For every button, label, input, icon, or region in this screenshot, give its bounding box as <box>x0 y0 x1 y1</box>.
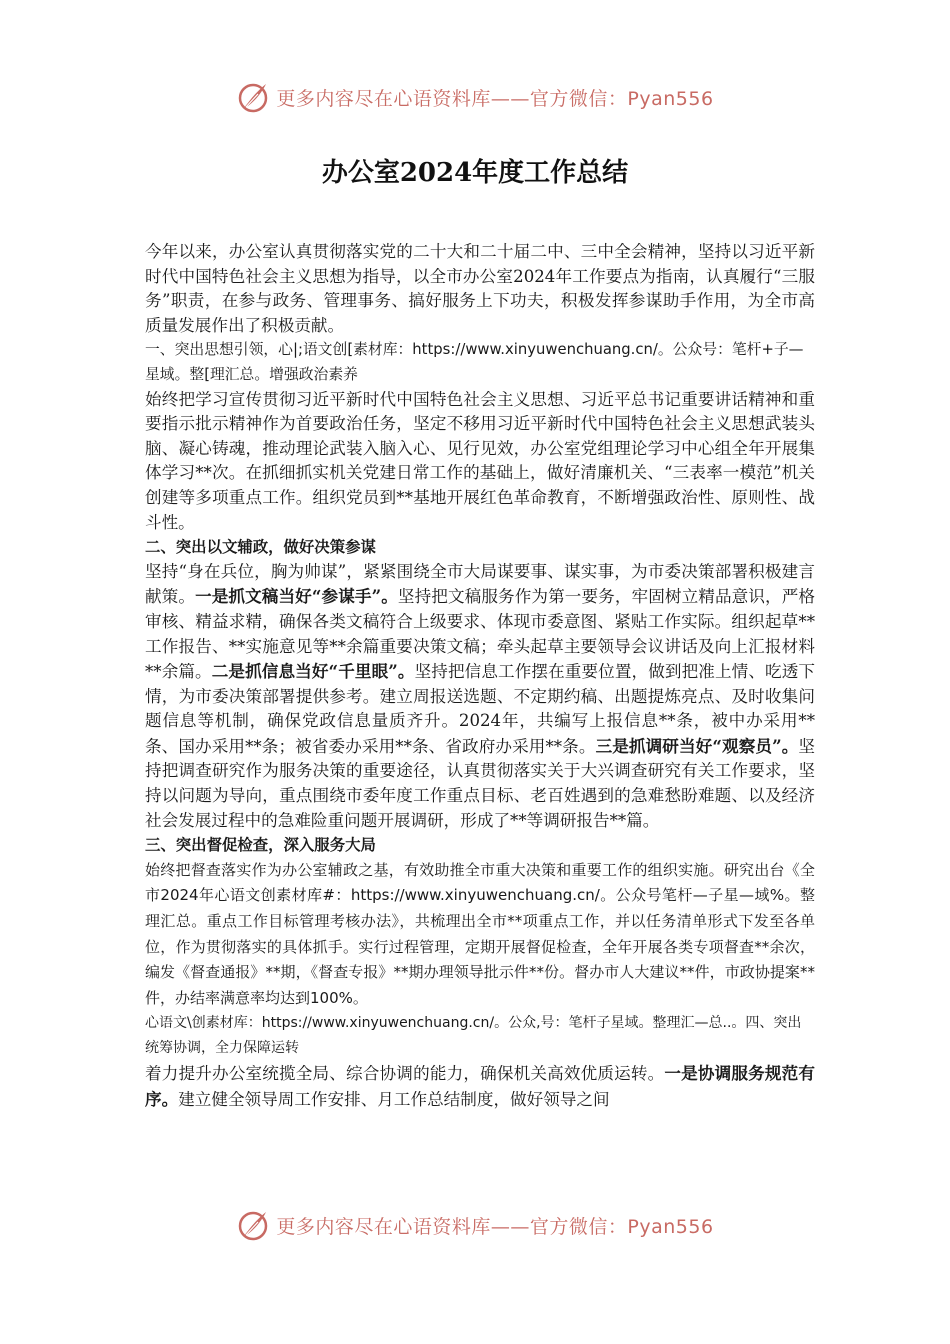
section2-point3: 三是抓调研当好“观察员”。 <box>595 735 799 756</box>
section1-body: 始终把学习宣传贯彻习近平新时代中国特色社会主义思想、习近平总书记重要讲话精神和重要指示批示精神作为首要政治任务，坚定不移用习近平新时代中国特色社会主义思想武装头脑、凝心铸魂，推动理论武装入脑入心、见行见效，办公室党组理论学习中心组全年开展集体学习**次。在抓细抓实机关党建日常工作的基础上，做好清廉机关、“三表率一模范”机关创建等多项重点工作。组织党员到**基地开展红色革命教育，不断增强政治性、原则性、战斗性。 <box>145 389 815 532</box>
section2-point1: 一是抓文稿当好“参谋手”。 <box>195 586 398 607</box>
quill-logo-icon <box>236 1208 270 1242</box>
header-banner <box>0 80 950 114</box>
section2-heading: 二、突出以文辅政，做好决策参谋 <box>145 538 376 557</box>
section2-body: 坚持“身在兵位，胸为帅谋”，紧紧围绕全市大局谋要事、谋实事，为市委决策部署积极建言献策。一是抓文稿当好“参谋手”。坚持把文稿服务作为第一要务，牢固树立精品意识，严格审核、精益求精，确保各类文稿符合上级要求、体现市委意图、紧贴工作实际。组织起草**工作报告、**实施意见等**余篇重要决策文稿；牵头起草主要领导会议讲话及向上汇报材料**余篇。二是抓信息当好“千里眼”。坚持把信息工作摆在重要位置，做到把准上情、吃透下情，为市委决策部署提供参考。建立周报送选题、不定期约稿、出题提炼亮点、及时收集问题信息等机制，确保党政信息量质齐升。2024年，共编写上报信息**条，被中办采用**条、国办采用**条；被省委办采用**条、省政府办采用**条。三是抓调研当好“观察员”。坚持把调查研究作为服务决策的重要途径，认真贯彻落实关于大兴调查研究有关工作要求，坚持以问题为导向，重点围绕市委年度工作重点目标、老百姓遇到的急难愁盼难题、以及经济社会发展过程中的急难险重问题开展调研，形成了**等调研报告**篇。 <box>145 561 815 830</box>
section4-body: 着力提升办公室统揽全局、综合协调的能力，确保机关高效优质运转。一是协调服务规范有序。建立健全领导周工作安排、月工作总结制度，做好领导之间 <box>145 1063 816 1109</box>
section2-point2: 二是抓信息当好“千里眼”。 <box>211 661 415 682</box>
document-body <box>145 240 815 1112</box>
section1-heading: 一、突出思想引领，心|;语文创[素材库：https://www.xinyuwenchuang.cn/。公众号：笔杆+子—星域。整[理汇总。增强政治素养 <box>145 341 804 383</box>
banner-text: 更多内容尽在心语资料库——官方微信：Pyan556 <box>276 87 714 110</box>
intro-paragraph: 今年以来，办公室认真贯彻落实党的二十大和二十届二中、三中全会精神，坚持以习近平新时代中国特色社会主义思想为指导，以全市办公室2024年工作要点为指南，认真履行“三服务”职责，在参与政务、管理事务、搞好服务上下功夫，积极发挥参谋助手作用，为全市高质量发展作出了积极贡献。 <box>145 242 815 335</box>
banner-account: Pyan556 <box>627 87 714 110</box>
footer-banner <box>0 1208 950 1242</box>
section4-point1: 一是协调服务规范有序。 <box>145 1063 816 1109</box>
footer-banner-text: 更多内容尽在心语资料库——官方微信：Pyan556 <box>276 1215 714 1238</box>
quill-logo-icon <box>236 80 270 114</box>
section4-heading: 心语文\创素材库：https://www.xinyuwenchuang.cn/。公众,号：笔杆子星域。整理汇—总..。四、突出统筹协调，全力保障运转 <box>145 1015 802 1057</box>
footer-banner-account: Pyan556 <box>627 1215 714 1238</box>
section3-body: 始终把督查落实作为办公室辅政之基，有效助推全市重大决策和重要工作的组织实施。研究出台《全市2024年心语文创素材库#：https://www.xinyuwenchuang.cn/。公众号笔杆—子星—域%。整理汇总。重点工作目标管理考核办法》，共梳理出全市**项重点工作，并以任务清单形式下发至各单位，作为贯彻落实的具体抓手。实行过程管理，定期开展督促检查，全年开展各类专项督查**余次，编发《督查通报》**期，《督查专报》**期办理领导批示件**份。督办市人大建议**件，市政协提案**件，办结率满意率均达到100%。 <box>145 860 815 1007</box>
section3-heading: 三、突出督促检查，深入服务大局 <box>145 836 376 855</box>
document-title: 办公室2024年度工作总结 <box>321 158 629 188</box>
